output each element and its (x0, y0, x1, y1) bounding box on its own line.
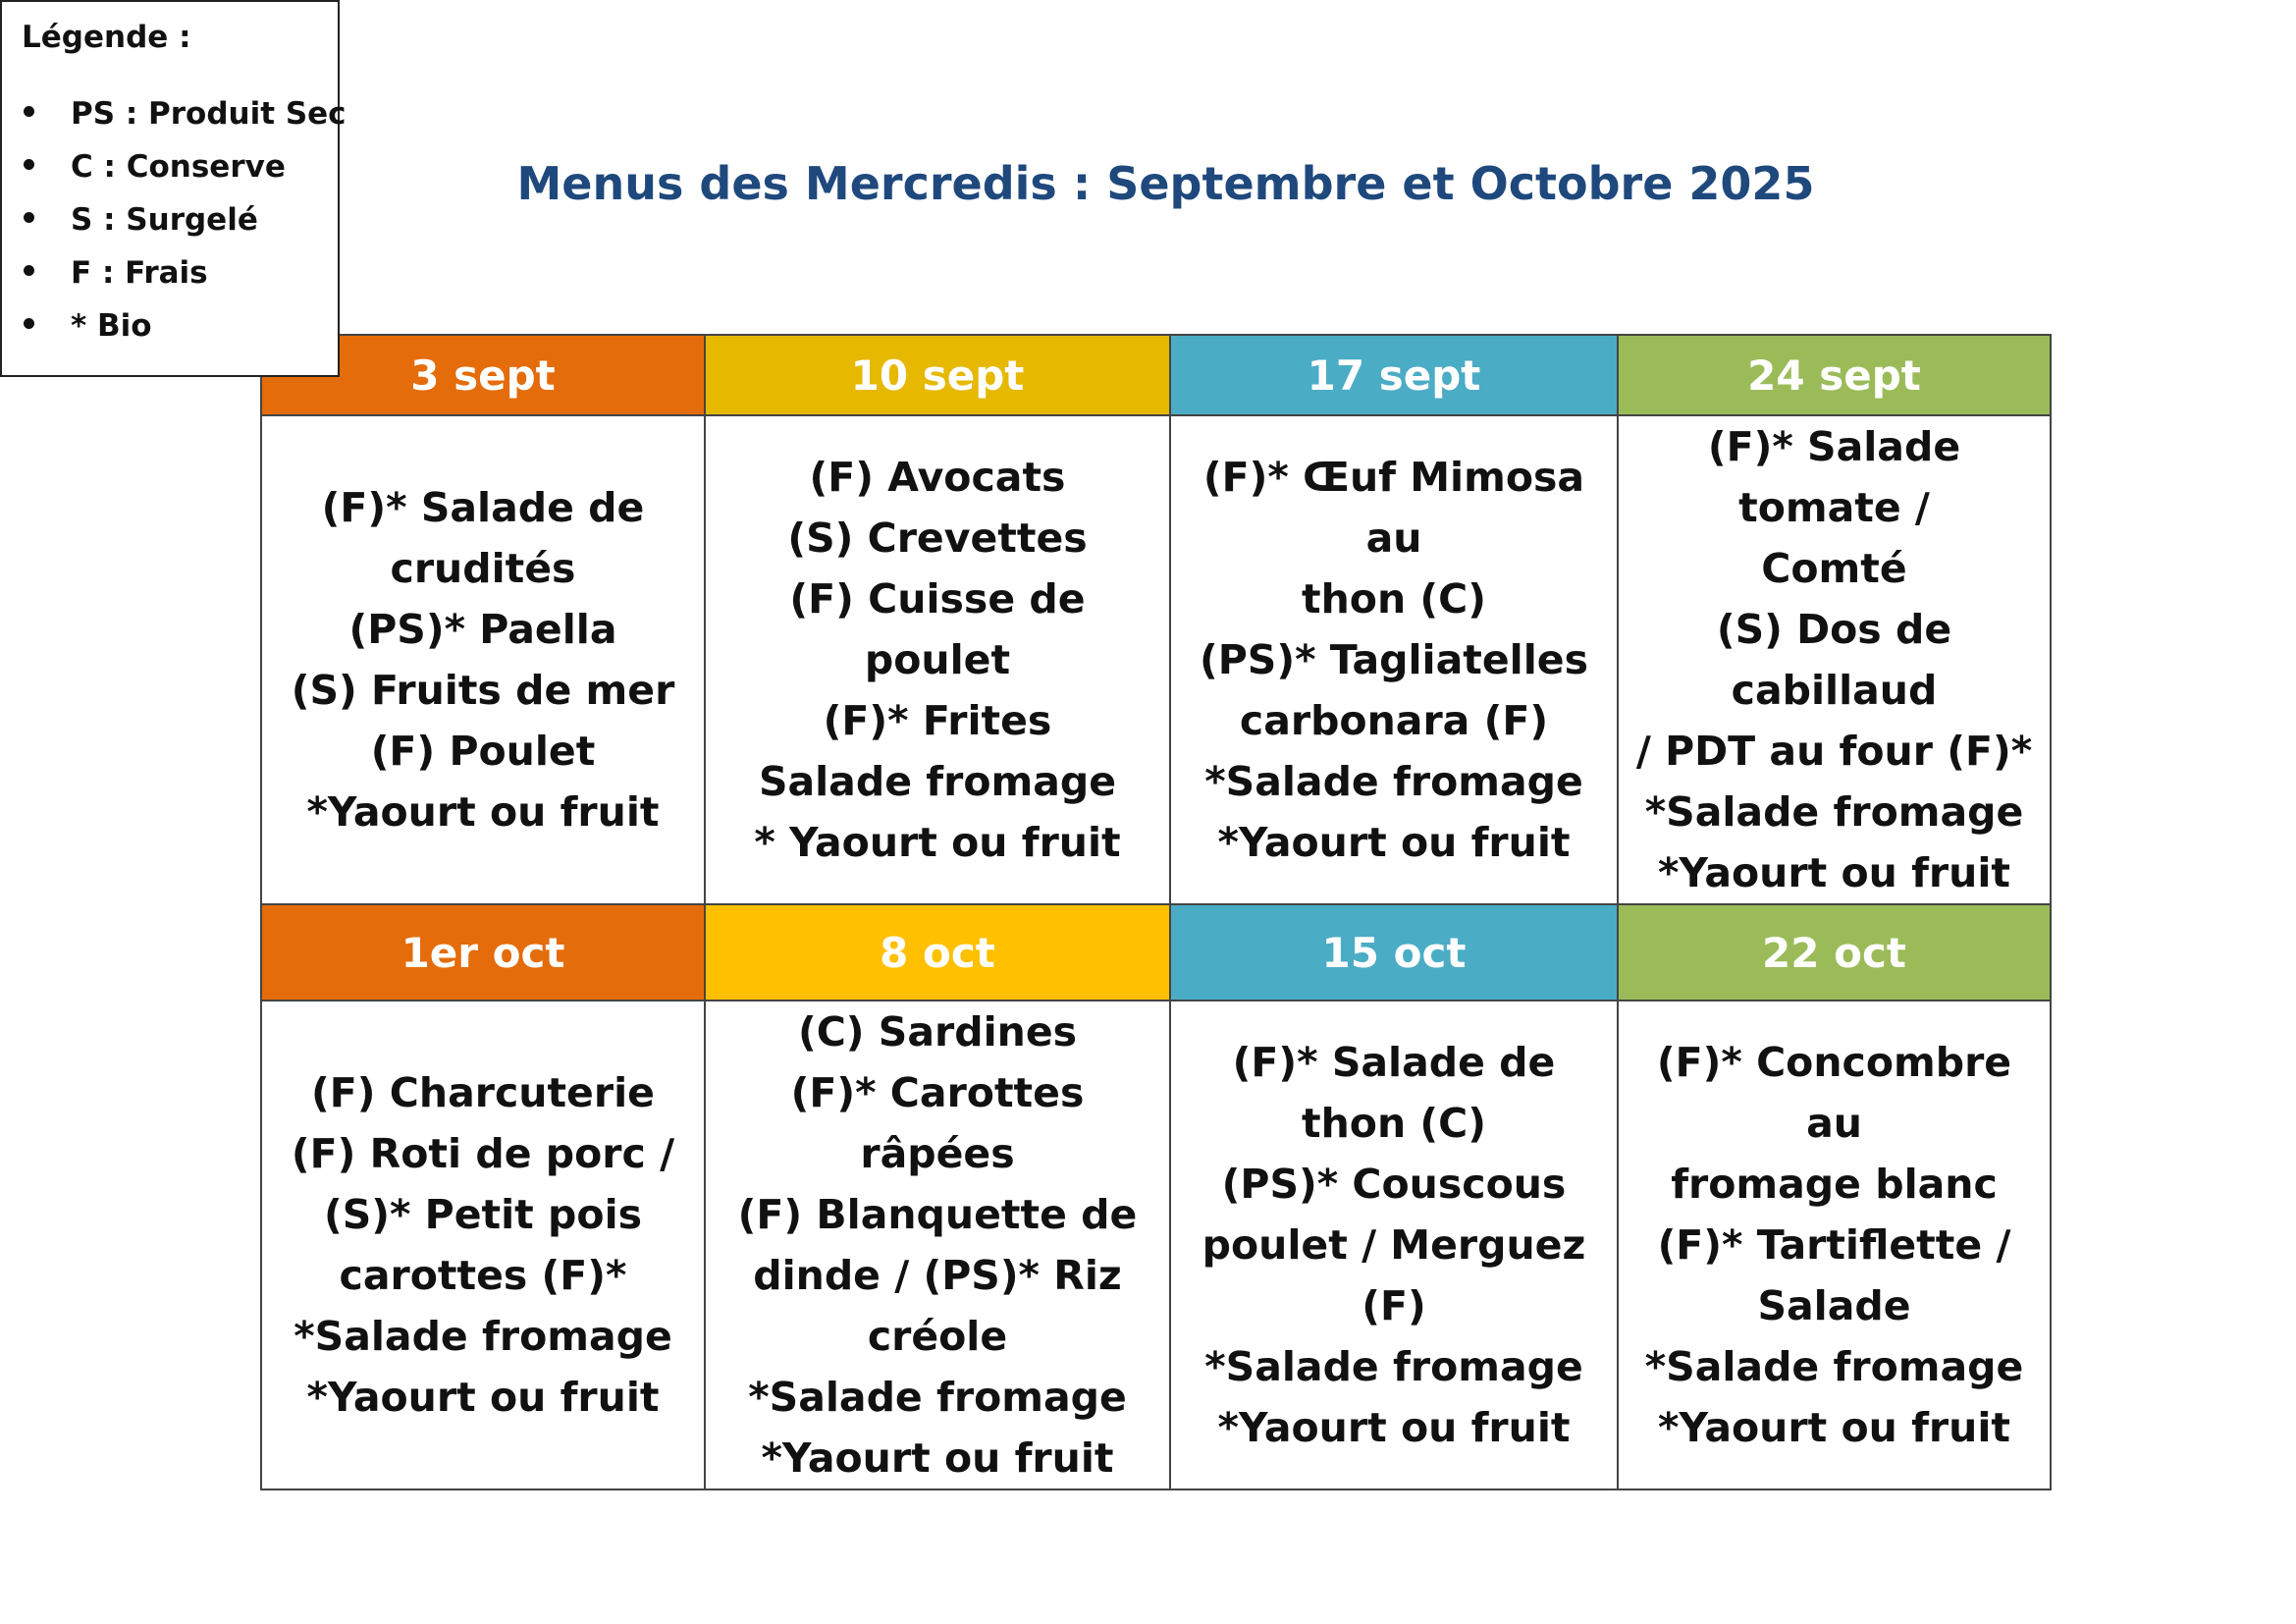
day-header: 17 sept (1170, 335, 1618, 415)
bullet-icon (24, 159, 34, 170)
legend-item-label: S : Surgelé (71, 202, 258, 238)
menu-cell (1618, 415, 2051, 904)
day-header: 10 sept (705, 335, 1170, 415)
bullet-icon (24, 212, 34, 223)
menu-cell (1170, 1001, 1618, 1489)
menu-line: (F)* Tartiflette / (1657, 1221, 2011, 1269)
menu-line: *Salade fromage (748, 1374, 1127, 1421)
menu-line: *Yaourt ou fruit (761, 1435, 1114, 1482)
menu-line: (F) Avocats (809, 454, 1066, 501)
menu-line: (PS)* Couscous (1221, 1161, 1567, 1208)
menu-cell (705, 415, 1170, 904)
menu-line: *Yaourt ou fruit (1217, 819, 1571, 866)
menu-line: (S)* Petit pois (323, 1191, 643, 1238)
week-header-row (261, 335, 2051, 415)
menu-line: *Yaourt ou fruit (1657, 849, 2010, 896)
week-header-row (261, 904, 2051, 1001)
menu-line: crudités (390, 545, 576, 592)
menu-line: *Yaourt ou fruit (306, 788, 660, 836)
menu-line: carottes (F)* (339, 1252, 627, 1299)
menu-line: (F)* Concombre au (1656, 1039, 2012, 1147)
menu-line: créole (867, 1313, 1008, 1360)
menu-line: carbonara (F) (1239, 697, 1549, 744)
menu-line: (PS)* Paella (348, 606, 617, 653)
menu-line: (F)* Salade tomate / (1707, 423, 1961, 531)
menu-line: *Yaourt ou fruit (1657, 1404, 2010, 1451)
menu-line: (S) Crevettes (787, 514, 1088, 562)
menu-line: *Yaourt ou fruit (1217, 1404, 1571, 1451)
menu-line: poulet / Merguez (F) (1201, 1221, 1586, 1329)
menu-line: thon (C) (1302, 575, 1486, 623)
menu-line: (F)* Salade de (1232, 1039, 1556, 1086)
menu-line: (F)* Frites (823, 697, 1052, 744)
menu-line: *Salade fromage (1644, 1343, 2024, 1390)
menu-line: (F)* Œuf Mimosa au (1202, 454, 1585, 562)
menu-cell (705, 1001, 1170, 1489)
legend-item-label: F : Frais (71, 255, 208, 291)
legend-item-label: PS : Produit Sec (71, 96, 347, 132)
menu-cell (261, 1001, 705, 1489)
menu-line: Salade (1757, 1282, 1911, 1329)
menu-line: *Salade fromage (1204, 758, 1583, 805)
menu-cell (261, 415, 705, 904)
menu-line: (PS)* Tagliatelles (1200, 636, 1588, 683)
day-header: 3 sept (261, 335, 705, 415)
menu-line: *Salade fromage (1644, 788, 2024, 836)
week-menu-row (261, 1001, 2051, 1489)
menu-line: *Salade fromage (294, 1313, 672, 1360)
page-title: Menus des Mercredis : Septembre et Octobre 2025 (516, 157, 1815, 210)
day-header: 8 oct (705, 904, 1170, 1001)
menu-line: (F) Blanquette de (737, 1191, 1138, 1238)
week-menu-row (261, 415, 2051, 904)
menu-line: (F) Roti de porc / (291, 1130, 675, 1177)
menu-line: (F) Charcuterie (311, 1069, 655, 1116)
day-header: 24 sept (1618, 335, 2051, 415)
menu-line: Comté (1761, 545, 1907, 592)
legend-title: Légende : (22, 20, 191, 55)
day-header: 22 oct (1618, 904, 2051, 1001)
menu-line: thon (C) (1302, 1100, 1486, 1147)
bullet-icon (24, 318, 34, 329)
legend-item-label: * Bio (71, 308, 152, 344)
menu-line: dinde / (PS)* Riz (753, 1252, 1122, 1299)
menu-line: Salade fromage (758, 758, 1117, 805)
bullet-icon (24, 106, 34, 117)
menu-line: / PDT au four (F)* (1635, 728, 2033, 775)
menu-cell (1170, 415, 1618, 904)
menu-line: (C) Sardines (797, 1008, 1078, 1056)
menu-line: fromage blanc (1671, 1161, 1998, 1208)
menu-line: (S) Dos de cabillaud (1716, 606, 1952, 714)
menu-cell (1618, 1001, 2051, 1489)
menu-line: (S) Fruits de mer (291, 667, 675, 714)
menu-line: (F) Cuisse de poulet (789, 575, 1086, 683)
menu-table (260, 334, 2052, 1490)
menu-line: (F)* Carottes râpées (790, 1069, 1085, 1177)
bullet-icon (24, 265, 34, 276)
day-header: 1er oct (261, 904, 705, 1001)
legend-item-label: C : Conserve (71, 149, 286, 185)
day-header: 15 oct (1170, 904, 1618, 1001)
menu-line: (F) Poulet (370, 728, 596, 775)
menu-line: *Yaourt ou fruit (306, 1374, 660, 1421)
menu-line: * Yaourt ou fruit (754, 819, 1121, 866)
menu-line: (F)* Salade de (321, 484, 645, 531)
menu-line: *Salade fromage (1204, 1343, 1583, 1390)
legend-box (0, 0, 347, 377)
